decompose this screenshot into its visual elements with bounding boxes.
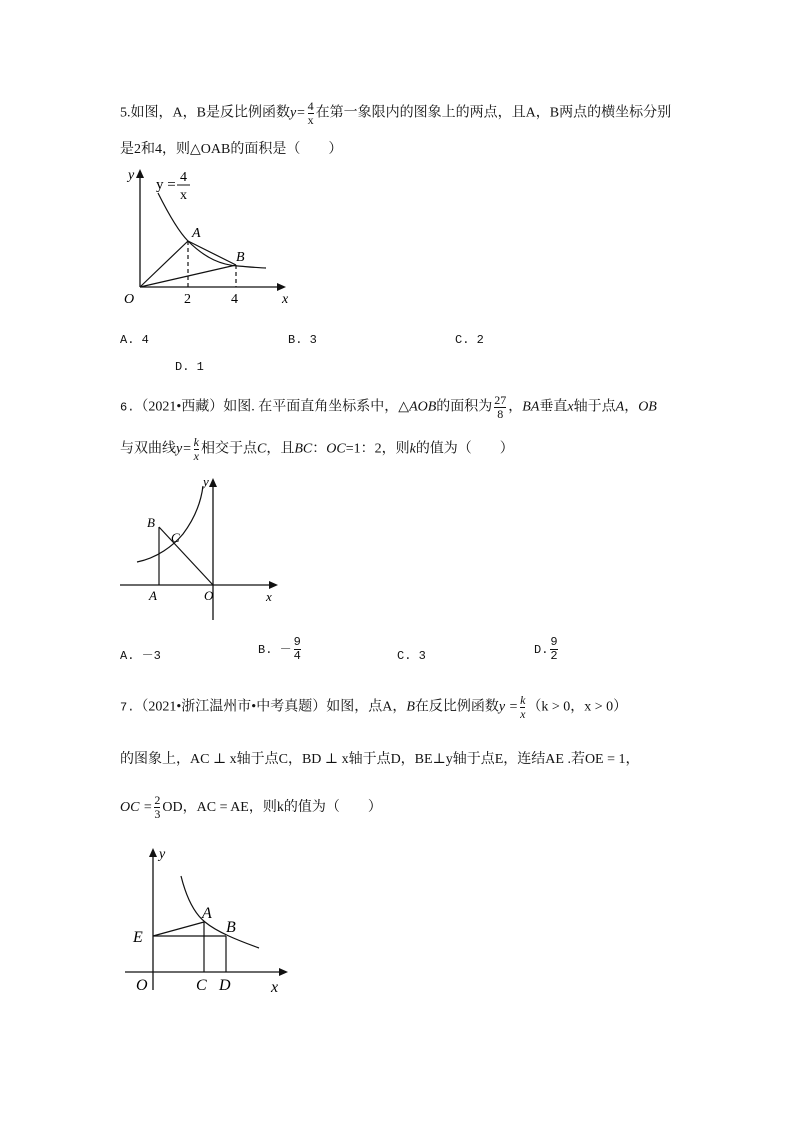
q7-label-a: A [202,905,212,922]
q5-option-c: C. 2 [455,333,484,347]
q6-frac2-den: x [193,449,199,463]
q6-option-b [258,636,303,663]
q6-text-mid: 的面积为 [436,399,493,415]
q5-tick-2: 2 [184,292,191,307]
q7-b: B [406,699,415,715]
q5-label-x: x [282,292,289,307]
q5-segment-oa [140,241,188,287]
q7-line3 [120,794,382,821]
q6-option-a: A. －3 [120,649,161,663]
q6-label-c: C [171,530,180,545]
q6-oc: OC [326,441,346,457]
q5-figure [110,165,310,310]
q6-c: C [257,441,267,457]
q6-line2 [120,436,514,463]
q7-x-arrow [279,968,288,976]
q6-fraction-2 [194,436,199,463]
q5-y-eq: y= [289,105,306,121]
q6-label-y: y [203,474,209,489]
q6-ba: BA [522,399,540,415]
q6-label-b: B [147,515,155,530]
q5-option-a: A. 4 [120,333,149,347]
q5-text-after: 在第一象限内的图象上的两点，且A，B两点的横坐标分别 [315,105,672,121]
q7-hyperbola-curve [181,876,259,948]
q6-line2-d: =1：2，则 [345,441,410,457]
q5-frac-num: 4 [307,99,314,113]
q5-y-arrow [136,169,144,178]
q6-number: 6. [120,400,135,415]
q6-figure [115,470,290,625]
q5-option-b: B. 3 [288,333,317,347]
q6-text-after-2: 垂直 [539,399,568,415]
q6-label-a: A [149,588,157,603]
q5-text-before: 如图，A，B是反比例函数 [130,105,290,121]
q7-label-o: O [136,977,148,994]
q5-label-o: O [124,292,135,307]
q5-label-a: A [192,226,201,241]
q5-label-y: y [128,168,135,183]
q5-option-d: D. 1 [175,360,204,374]
q6-line1 [120,394,657,421]
q5-hyperbola-curve [158,193,266,268]
q6-option-b-fraction [294,636,301,663]
q5-line2 [120,140,342,160]
q6-fraction [494,394,506,421]
q6-text-before: （2021•西藏）如图. 在平面直角坐标系中，△ [134,399,410,415]
q7-cond: （k > 0，x > 0） [527,699,628,715]
q6-option-d-prefix: D. [534,642,549,657]
q7-label-x: x [271,979,279,996]
q6-segment-ob [159,527,213,585]
q5-fraction [308,100,314,127]
q6-text-after-3: 轴于点 [573,399,616,415]
q6-line2-b: 相交于点 [201,441,257,457]
q6-option-c: C. 3 [397,649,426,663]
q7-frac-num: k [520,693,526,707]
q7-label-d: D [219,977,231,994]
q6-k: k [409,441,416,457]
q6-option-b-den: 4 [293,649,301,663]
q6-option-d-den: 2 [550,649,558,663]
q7-label-y: y [159,847,166,862]
q7-frac2-den: 3 [154,807,161,821]
q7-line1 [120,694,627,721]
q6-x-arrow [269,581,278,589]
q6-frac2-num: k [193,435,199,449]
q5-x-arrow [277,283,286,291]
q5-tick-4: 4 [231,292,238,307]
q6-label-x: x [266,589,272,604]
q6-option-b-prefix: B. － [258,642,292,657]
q7-fraction-2 [154,794,160,821]
q6-line2-e: 的值为（ ） [415,441,514,457]
q5-eq-den: x [180,188,187,203]
q6-option-b-num: 9 [293,635,301,649]
q6-y-arrow [209,478,217,487]
q5-eq-num: 4 [180,170,187,185]
q5-line2-text: 是2和4，则△OAB的面积是（ ） [120,142,343,157]
q7-frac2-num: 2 [154,793,161,807]
q5-number: 5. [120,105,131,121]
q6-ob: OB [638,399,657,415]
q7-y-eq: y = [498,699,519,715]
q7-y-arrow [149,848,157,857]
q6-bc: BC [294,441,313,457]
q7-text-before: （2021•浙江温州市•中考真题）如图，点A， [134,699,407,715]
q6-colon: ： [312,441,327,457]
q7-line3-a: OC = [120,799,153,815]
q7-figure [125,840,300,1000]
q6-xaxis: x [567,399,574,415]
q5-frac-den: x [307,113,314,127]
q6-text-after-1: ， [508,399,523,415]
q7-line2 [120,750,640,770]
q6-line2-a: 与双曲线 [120,441,176,457]
q6-frac-den: 8 [494,407,506,421]
q6-option-d-fraction [550,636,557,663]
q5-segment-ab [188,241,236,265]
q6-option-d [534,636,560,663]
q7-line2-text: 的图象上，AC ⊥ x轴于点C，BD ⊥ x轴于点D，BE⊥y轴于点E，连结AE .若OE = 1， [120,752,640,767]
q7-label-c: C [196,977,207,994]
q5-eq-y: y = [156,177,176,193]
q7-number: 7. [120,700,135,715]
q5-label-b: B [236,250,245,265]
q7-line3-b: OD，AC = AE，则k的值为（ ） [162,799,382,815]
q7-text-mid: 在反比例函数 [414,699,499,715]
q7-frac-den: x [520,707,526,721]
q7-segment-ea [153,922,204,936]
q6-comma: ， [624,399,639,415]
q6-frac-num: 27 [494,393,507,407]
q6-label-o: O [204,588,214,603]
q6-y-eq: y= [176,441,192,457]
q7-label-e: E [133,929,143,946]
q5-line1 [120,100,671,127]
q7-fraction [520,694,525,721]
q7-label-b: B [226,919,236,936]
q6-line2-c: ，且 [266,441,295,457]
q6-aob: AOB [409,399,437,415]
q6-option-d-num: 9 [550,635,558,649]
q6-a: A [615,399,625,415]
